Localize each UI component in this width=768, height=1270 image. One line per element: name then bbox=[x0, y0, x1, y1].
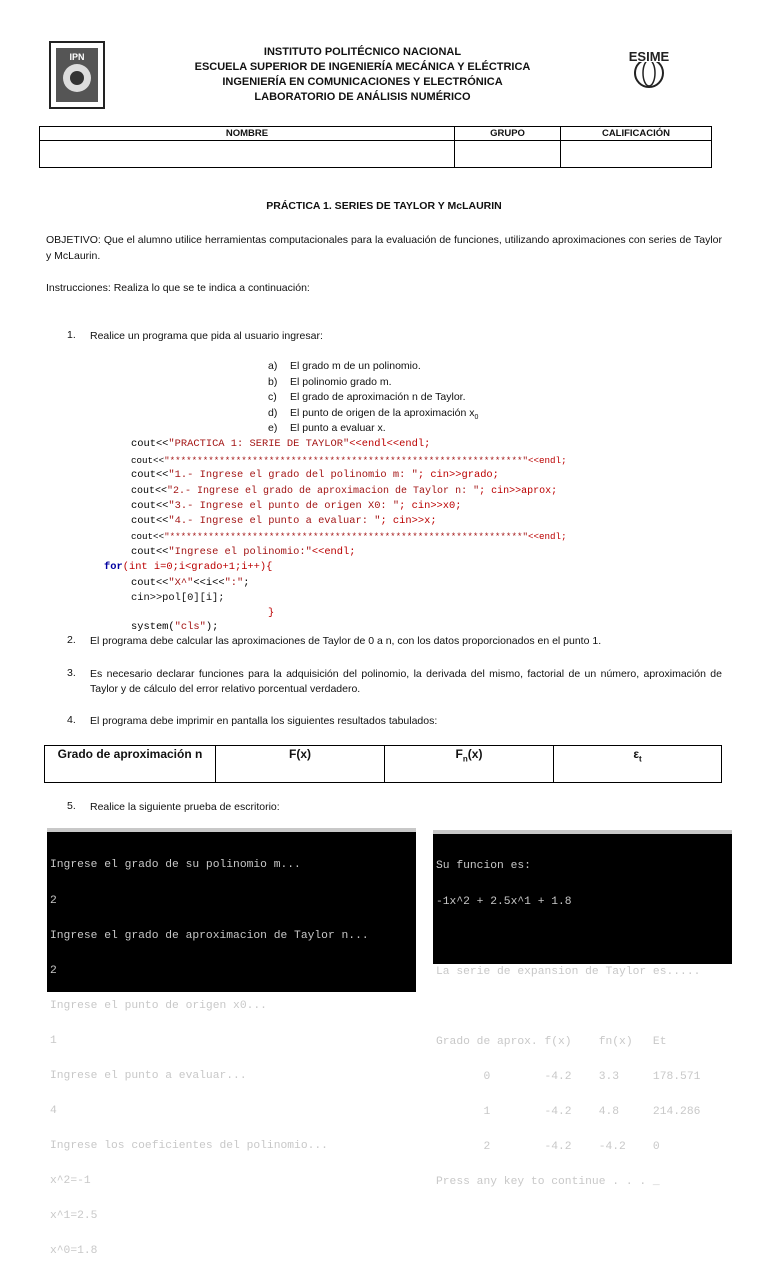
results-table bbox=[44, 745, 722, 783]
institution-header bbox=[180, 45, 545, 105]
console-input-screenshot bbox=[47, 828, 416, 1258]
code-line-8: cout<<"Ingrese el polinomio:"<<endl; bbox=[131, 546, 356, 558]
item-1-number: 1. bbox=[67, 329, 76, 341]
calificacion-cell[interactable] bbox=[561, 141, 712, 168]
item-3-number: 3. bbox=[67, 667, 76, 679]
console-line: 2 bbox=[50, 894, 57, 907]
code-line-10: cout<<"X^"<<i<<":"; bbox=[131, 577, 250, 589]
item-1-text: Realice un programa que pida al usuario ingresar: bbox=[90, 330, 323, 342]
code-line-5: cout<<"3.- Ingrese el punto de origen X0: "; cin>>x0; bbox=[131, 500, 462, 512]
col-grado: Grado de aproximación n bbox=[45, 746, 216, 783]
console-line: Ingrese el punto de origen x0... bbox=[50, 999, 267, 1012]
svg-text:ESIME: ESIME bbox=[628, 49, 670, 64]
item-5-text: Realice la siguiente prueba de escritorio: bbox=[90, 801, 280, 813]
grupo-header: GRUPO bbox=[455, 127, 561, 141]
header-line-3: INGENIERÍA EN COMUNICACIONES Y ELECTRÓNICA bbox=[222, 76, 503, 88]
console-output-screenshot bbox=[433, 830, 732, 1189]
item-3-text: Es necesario declarar funciones para la adquisición del polinomio, la derivada del mismo, factorial de un número, aproximación de Taylor y de cálculo del error relativo porcentual verdadero. bbox=[90, 668, 722, 695]
item-4-number: 4. bbox=[67, 714, 76, 726]
col-fx: F(x) bbox=[216, 746, 385, 783]
subitem-a: a) El grado m de un polinomio. bbox=[268, 360, 421, 372]
esime-logo bbox=[618, 40, 680, 90]
header-line-1: INSTITUTO POLITÉCNICO NACIONAL bbox=[263, 46, 462, 58]
console-line: Ingrese el punto a evaluar... bbox=[50, 1069, 247, 1082]
grupo-cell[interactable] bbox=[455, 141, 561, 168]
subitem-d: d) El punto de origen de la aproximación $x_0$ bbox=[268, 407, 479, 422]
console-line: Ingrese los coeficientes del polinomio... bbox=[50, 1140, 328, 1153]
col-fnx: $F_n(x)$ bbox=[385, 746, 554, 783]
console-line: Ingrese el grado de su polinomio m... bbox=[50, 859, 301, 872]
console-line: Press any key to continue . . . _ bbox=[436, 1176, 660, 1189]
console-line bbox=[436, 932, 732, 944]
ipn-logo bbox=[48, 40, 106, 110]
console-line: 2 -4.2 -4.2 0 bbox=[436, 1141, 660, 1154]
col-error: $\varepsilon_t$ bbox=[554, 746, 722, 783]
subitem-e: e) El punto a evaluar x. bbox=[268, 422, 386, 434]
console-line: 4 bbox=[50, 1105, 57, 1118]
code-line-1: cout<<"PRACTICA 1: SERIE DE TAYLOR"<<endl<<endl; bbox=[131, 438, 431, 450]
svg-text:IPN: IPN bbox=[69, 52, 85, 62]
code-line-12: } bbox=[268, 607, 275, 619]
code-line-2: cout<<"****************************************************************"<<endl; bbox=[131, 455, 567, 466]
console-line: -1x^2 + 2.5x^1 + 1.8 bbox=[436, 895, 572, 908]
console-line: x^0=1.8 bbox=[50, 1245, 98, 1258]
code-line-4: cout<<"2.- Ingrese el grado de aproximacion de Taylor n: "; cin>>aprox; bbox=[131, 486, 558, 497]
console-line: Ingrese el grado de aproximacion de Taylor n... bbox=[50, 929, 369, 942]
console-line: x^1=2.5 bbox=[50, 1210, 98, 1223]
nombre-header: NOMBRE bbox=[40, 127, 455, 141]
header-line-2: ESCUELA SUPERIOR DE INGENIERÍA MECÁNICA Y ELÉCTRICA bbox=[194, 61, 531, 73]
console-line: 0 -4.2 3.3 178.571 bbox=[436, 1070, 701, 1083]
code-line-6: cout<<"4.- Ingrese el punto a evaluar: "; cin>>x; bbox=[131, 515, 437, 527]
header-line-4: LABORATORIO DE ANÁLISIS NUMÉRICO bbox=[254, 91, 471, 103]
console-line bbox=[436, 1002, 732, 1014]
code-line-13: system("cls"); bbox=[131, 621, 219, 633]
item-2-number: 2. bbox=[67, 634, 76, 646]
console-line: 1 bbox=[50, 1034, 57, 1047]
console-line: x^2=-1 bbox=[50, 1175, 91, 1188]
console-line: Grado de aprox. f(x) fn(x) Et bbox=[436, 1035, 667, 1048]
console-line: 1 -4.2 4.8 214.286 bbox=[436, 1106, 701, 1119]
calificacion-header: CALIFICACIÓN bbox=[561, 127, 712, 141]
instructions-text: Instrucciones: Realiza lo que se te indica a continuación: bbox=[46, 282, 310, 294]
code-line-3: cout<<"1.- Ingrese el grado del polinomio m: "; cin>>grado; bbox=[131, 469, 499, 481]
nombre-cell[interactable] bbox=[40, 141, 455, 168]
code-line-9: for(int i=0;i<grado+1;i++){ bbox=[104, 561, 273, 573]
practice-title: PRÁCTICA 1. SERIES DE TAYLOR Y McLAURIN bbox=[266, 200, 502, 212]
item-2-text: El programa debe calcular las aproximaciones de Taylor de 0 a n, con los datos proporcionados en el punto 1. bbox=[90, 635, 602, 647]
code-line-11: cin>>pol[0][i]; bbox=[131, 592, 225, 604]
subitem-c: c) El grado de aproximación n de Taylor. bbox=[268, 391, 466, 403]
item-4-text: El programa debe imprimir en pantalla los siguientes resultados tabulados: bbox=[90, 715, 438, 727]
console-line: 2 bbox=[50, 964, 57, 977]
subitem-b: b) El polinomio grado m. bbox=[268, 376, 392, 388]
console-line: Su funcion es: bbox=[436, 860, 531, 873]
code-line-7: cout<<"****************************************************************"<<endl; bbox=[131, 531, 567, 542]
student-info-table bbox=[39, 126, 712, 168]
objective-text: OBJETIVO: Que el alumno utilice herramientas computacionales para la evaluación de funciones, utilizando aproximaciones con series de Taylor y McLaurin. bbox=[46, 234, 722, 262]
item-5-number: 5. bbox=[67, 800, 76, 812]
console-line: La serie de expansion de Taylor es..... bbox=[436, 965, 701, 978]
